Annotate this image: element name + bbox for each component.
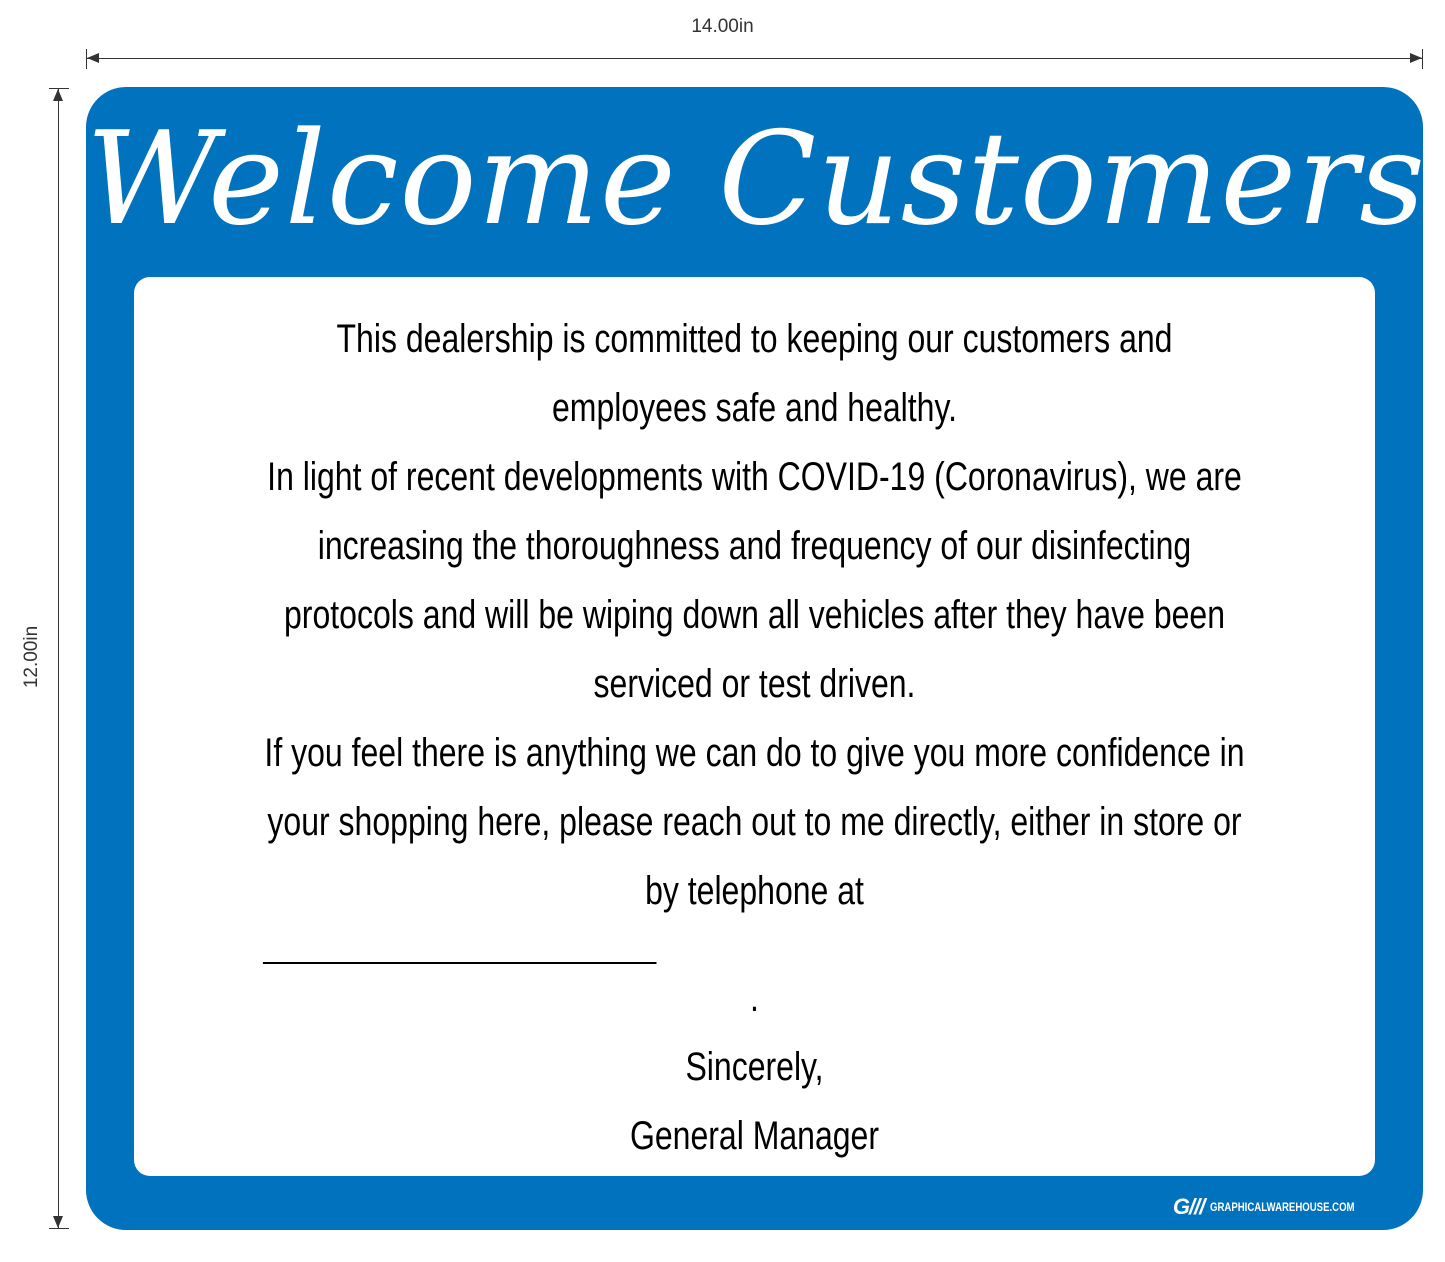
text-line: serviced or test driven. — [593, 662, 916, 706]
text-line: This dealership is committed to keeping our customers and — [336, 317, 1173, 361]
text-line: General Manager — [629, 1114, 880, 1158]
width-dimension-line — [86, 58, 1423, 59]
text-line: increasing the thoroughness and frequency of our disinfecting — [317, 524, 1192, 568]
paragraph-commitment — [258, 305, 1251, 443]
text-line: Sincerely, — [685, 1045, 824, 1089]
height-dimension-line — [58, 88, 59, 1229]
dimension-tick — [1422, 49, 1423, 69]
arrow-down-icon — [53, 1216, 63, 1228]
text-line: If you feel there is anything we can do to give you more confidence in — [264, 731, 1245, 775]
brand-logo-icon: G/// — [1172, 1194, 1205, 1219]
welcome-sign — [86, 87, 1426, 1230]
text-line: protocols and will be wiping down all vehicles after they have been — [284, 593, 1225, 637]
height-dimension-label: 12.00in — [21, 625, 42, 689]
arrow-up-icon — [53, 89, 63, 101]
brand-footer — [1173, 1194, 1391, 1220]
closing-text — [258, 1033, 1251, 1102]
paragraph-covid — [258, 443, 1251, 719]
brand-url: GRAPHICALWAREHOUSE.COM — [1210, 1200, 1355, 1214]
paragraph-contact — [258, 719, 1251, 1033]
dimension-tick — [49, 1228, 69, 1229]
arrow-left-icon — [87, 53, 99, 63]
sign-title: Welcome Customers — [86, 105, 1426, 254]
width-dimension-label: 14.00in — [691, 16, 754, 37]
message-panel — [134, 277, 1375, 1176]
telephone-blank-line — [263, 926, 657, 964]
message-body — [134, 305, 1375, 1171]
telephone-label: by telephone at — [645, 869, 864, 913]
arrow-right-icon — [1410, 53, 1422, 63]
signature-title — [258, 1102, 1251, 1171]
text-line: In light of recent developments with COVID-19 (Coronavirus), we are — [267, 455, 1242, 499]
telephone-period: . — [750, 976, 759, 1020]
text-line-telephone — [258, 857, 1251, 1033]
text-line: your shopping here, please reach out to me directly, either in store or — [267, 800, 1242, 844]
text-line: employees safe and healthy. — [552, 386, 957, 430]
